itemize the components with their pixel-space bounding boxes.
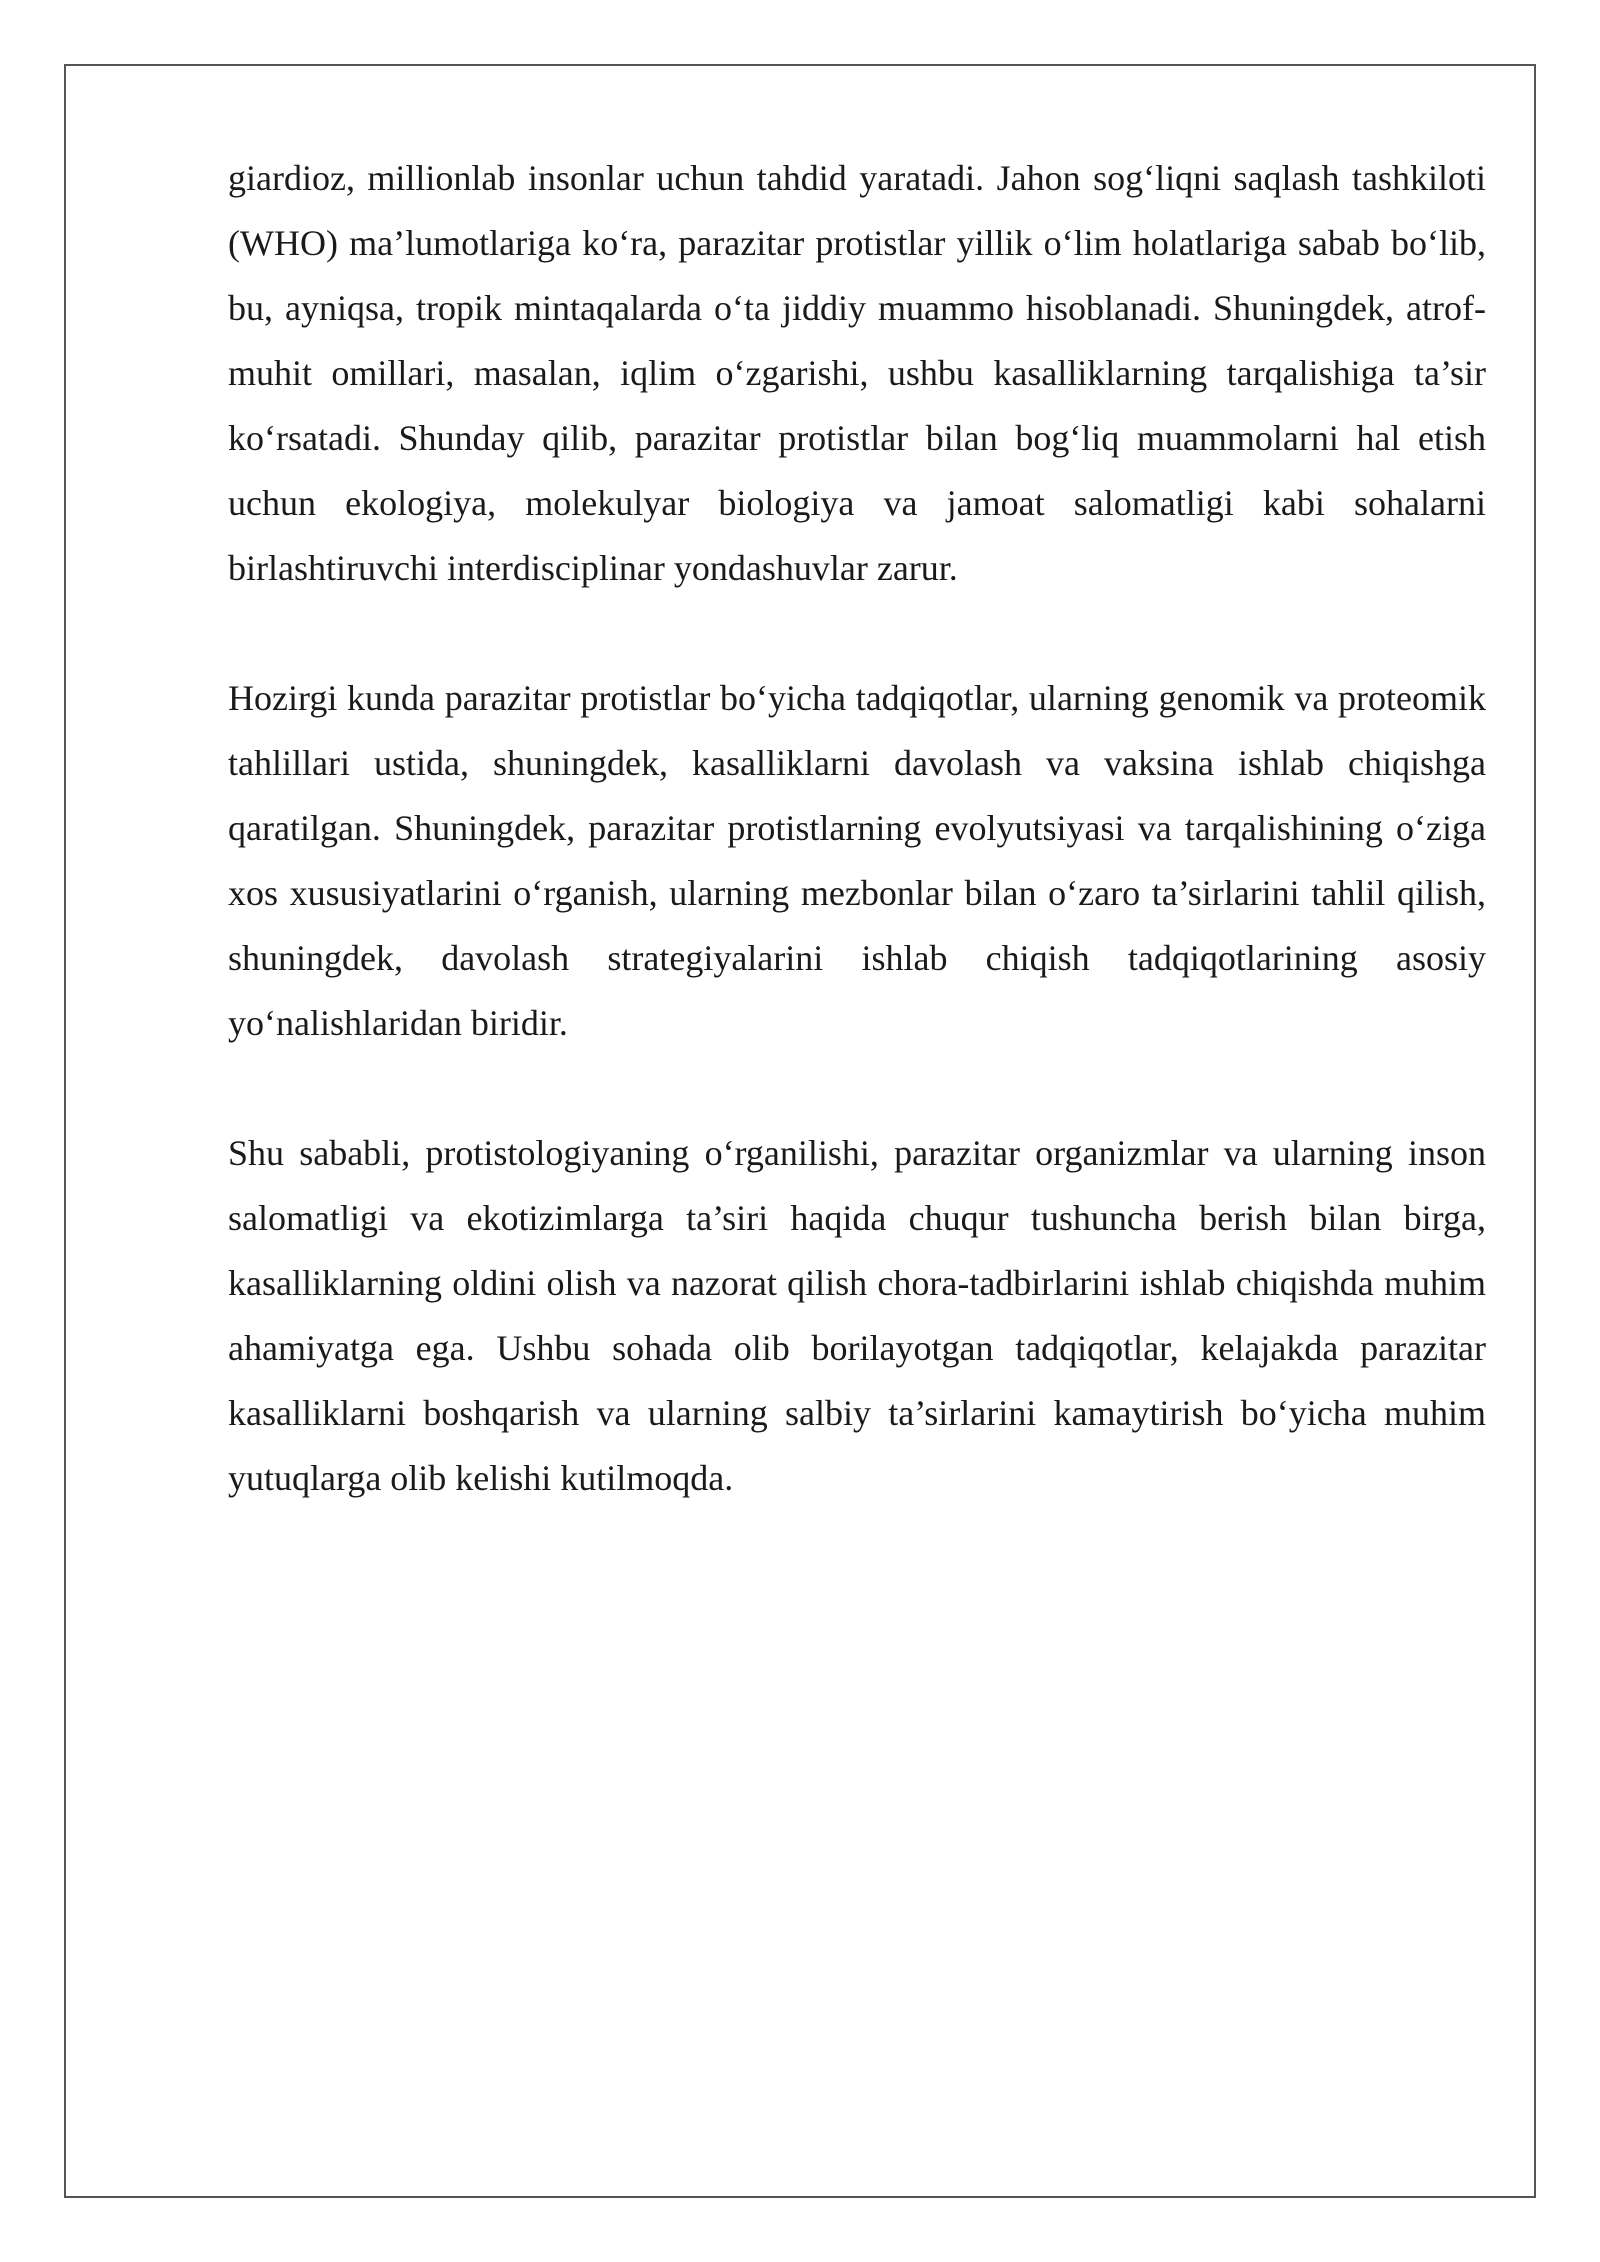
paragraph-3: Shu sababli, protistologiyaning o‘rganilishi, parazitar organizmlar va ularning inson salomatligi va ekotizimlarga ta’siri haqida chuqur tushuncha berish bilan birga, kasalliklarning oldini olish va nazorat qilish chora-tadbirlarini ishlab chiqishda muhim ahamiyatga ega. Ushbu sohada olib borilayotgan tadqiqotlar, kelajakda parazitar kasalliklarni boshqarish va ularning salbiy ta’sirlarini kamaytirish bo‘yicha muhim yutuqlarga olib kelishi kutilmoqda. (228, 1133, 1486, 1498)
paragraph-1: giardioz, millionlab insonlar uchun tahdid yaratadi. Jahon sog‘liqni saqlash tashkiloti (WHO) ma’lumotlariga ko‘ra, parazitar protistlar yillik o‘lim holatlariga sabab bo‘lib, bu, ayniqsa, tropik mintaqalarda o‘ta jiddiy muammo hisoblanadi. Shuningdek, atrof-muhit omillari, masalan, iqlim o‘zgarishi, ushbu kasalliklarning tarqalishiga ta’sir ko‘rsatadi. Shunday qilib, parazitar protistlar bilan bog‘liq muammolarni hal etish uchun ekologiya, molekulyar biologiya va jamoat salomatligi kabi sohalarni birlashtiruvchi interdisciplinar yondashuvlar zarur. (228, 158, 1486, 588)
paragraph-2: Hozirgi kunda parazitar protistlar bo‘yicha tadqiqotlar, ularning genomik va proteomik tahlillari ustida, shuningdek, kasalliklarni davolash va vaksina ishlab chiqishga qaratilgan. Shuningdek, parazitar protistlarning evolyutsiyasi va tarqalishining o‘ziga xos xususiyatlarini o‘rganish, ularning mezbonlar bilan o‘zaro ta’sirlarini tahlil qilish, shuningdek, davolash strategiyalarini ishlab chiqish tadqiqotlarining asosiy yo‘nalishlaridan biridir. (228, 678, 1486, 1043)
document-body (228, 146, 1486, 1511)
